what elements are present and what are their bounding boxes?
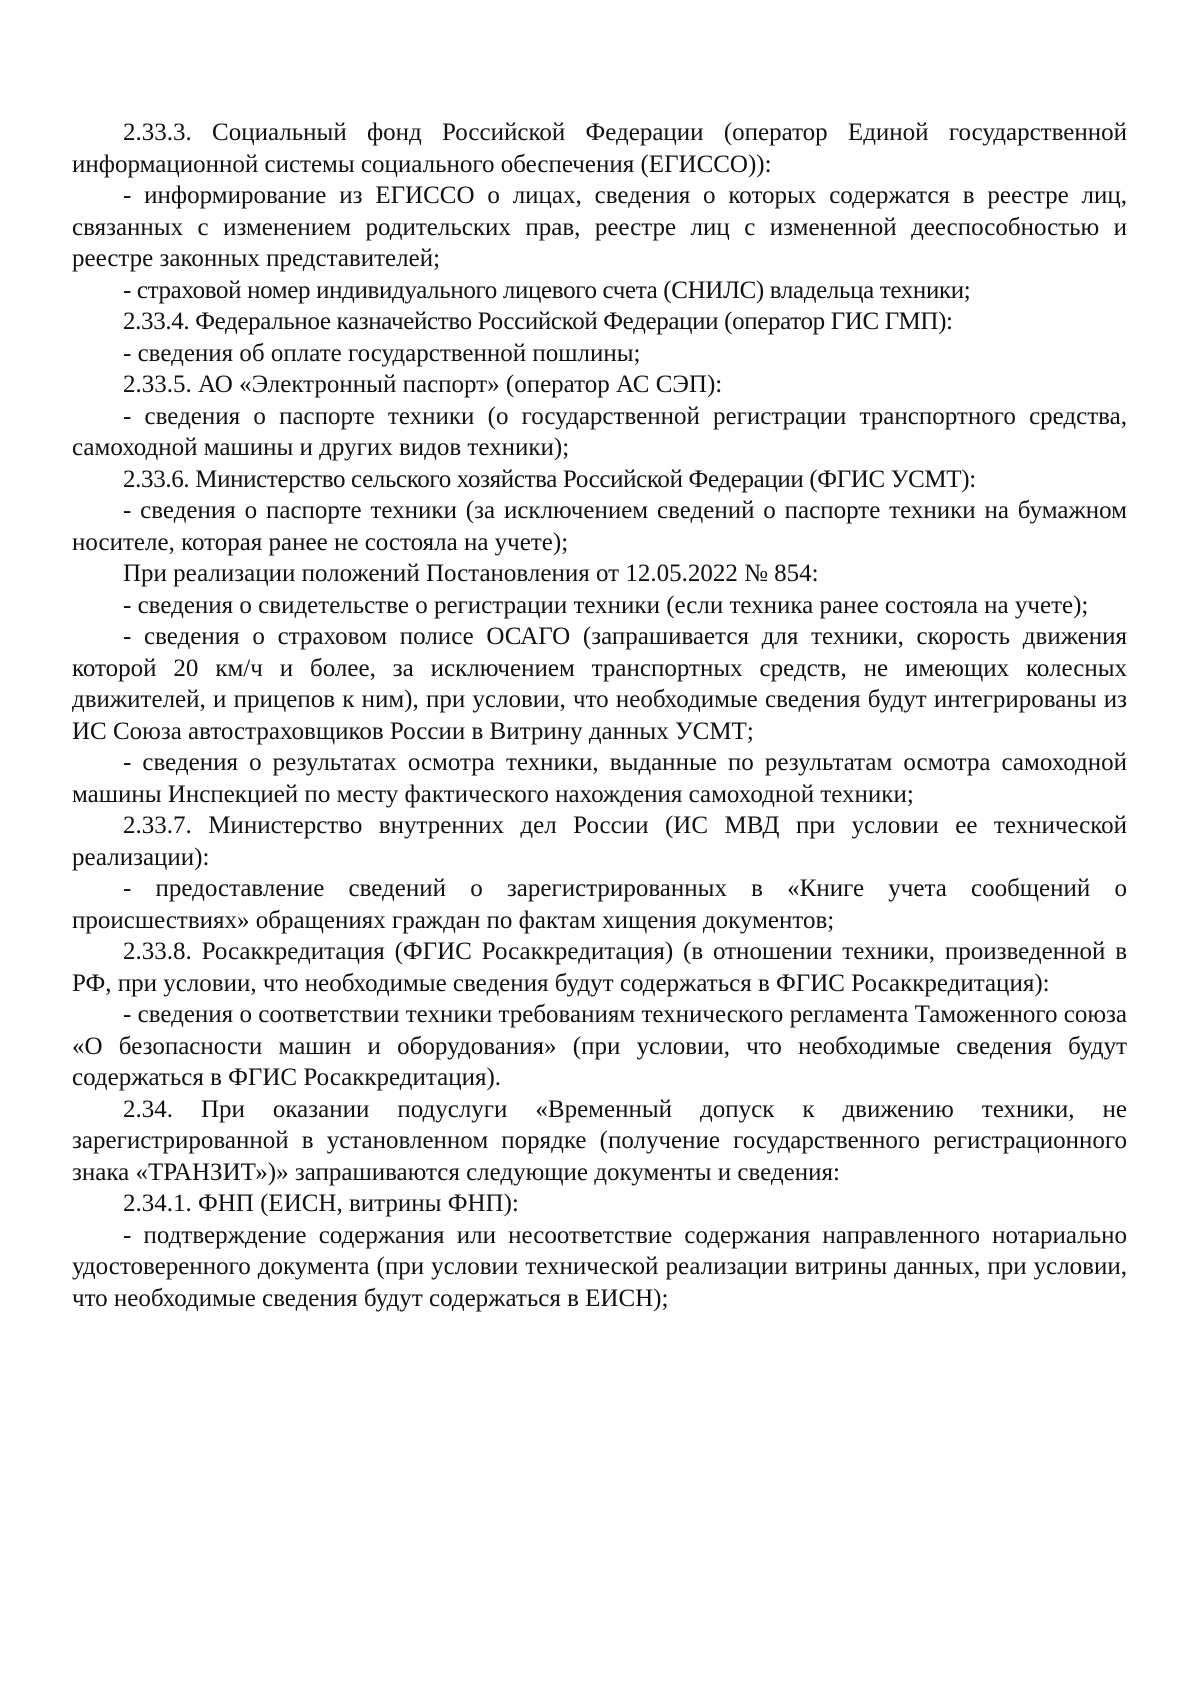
paragraph-2-33-5: 2.33.5. АО «Электронный паспорт» (оператор АС СЭП): (123, 371, 723, 398)
paragraph-2-33-6: 2.33.6. Министерство сельского хозяйства Российской Федерации (ФГИС УСМТ): (123, 465, 976, 493)
paragraph-fee-payment: - сведения об оплате государственной пошлины; (123, 339, 641, 367)
paragraph-passport-registration: - сведения о паспорте техники (о государственной регистрации транспортного средства, самоходной машины и других видов техники); (72, 402, 1127, 461)
paragraph-2-33-8: 2.33.8. Росаккредитация (ФГИС Росаккредитация) (в отношении техники, произведенной в РФ, при условии, что необходимые сведения будут содержаться в ФГИС Росаккредитация): (72, 938, 1127, 997)
paragraph-resolution-854: При реализации положений Постановления от 12.05.2022 № 854: (123, 560, 819, 587)
paragraph-egisso-info: - информирование из ЕГИССО о лицах, сведения о которых содержатся в реестре лиц, связанных с изменением родительских прав, реестре лиц с измененной дееспособностью и реестре законных представителей; (72, 182, 1127, 272)
paragraph-incident-book: - предоставление сведений о зарегистрированных в «Книге учета сообщений о происшествиях» обращениях граждан по фактам хищения документов; (72, 875, 1127, 934)
paragraph-2-33-7: 2.33.7. Министерство внутренних дел России (ИС МВД при условии ее технической реализации): (72, 812, 1127, 871)
paragraph-2-33-3: 2.33.3. Социальный фонд Российской Федерации (оператор Единой государственной информационной системы социального обеспечения (ЕГИССО)): (72, 119, 1127, 178)
paragraph-2-33-4: 2.33.4. Федеральное казначейство Российской Федерации (оператор ГИС ГМП): (123, 308, 953, 335)
paragraph-2-34-1: 2.34.1. ФНП (ЕИСН, витрины ФНП): (123, 1190, 519, 1217)
document-body (72, 117, 1127, 1314)
paragraph-2-34: 2.34. При оказании подуслуги «Временный допуск к движению техники, не зарегистрированной в установленном порядке (получение государственного регистрационного знака «ТРАНЗИТ»)» запрашиваются следующие документы и сведения: (72, 1095, 1127, 1186)
paragraph-inspection-results: - сведения о результатах осмотра техники, выданные по результатам осмотра самоходной машины Инспекцией по месту фактического нахождения самоходной техники; (72, 749, 1127, 808)
paragraph-passport-exclusion: - сведения о паспорте техники (за исключением сведений о паспорте техники на бумажном носителе, которая ранее не состояла на учете); (72, 497, 1127, 556)
paragraph-osago: - сведения о страховом полисе ОСАГО (запрашивается для техники, скорость движения которой 20 км/ч и более, за исключением транспортных средств, не имеющих колесных движителей, и прицепов к ним), при условии, что необходимые сведения будут интегрированы из ИС Союза автостраховщиков России в Витрину данных УСМТ; (72, 623, 1127, 745)
paragraph-registration-certificate: - сведения о свидетельстве о регистрации техники (если техника ранее состояла на учете); (123, 591, 1089, 619)
paragraph-snils: - страховой номер индивидуального лицевого счета (СНИЛС) владельца техники; (123, 276, 971, 304)
paragraph-customs-union-regulation: - сведения о соответствии техники требованиям технического регламента Таможенного союза «О безопасности машин и оборудования» (при условии, что необходимые сведения будут содержаться в ФГИС Росаккредитация). (72, 1001, 1127, 1091)
paragraph-notarial-document: - подтверждение содержания или несоответствие содержания направленного нотариально удостоверенного документа (при условии технической реализации витрины данных, при условии, что необходимые сведения будут содержаться в ЕИСН); (72, 1221, 1127, 1312)
